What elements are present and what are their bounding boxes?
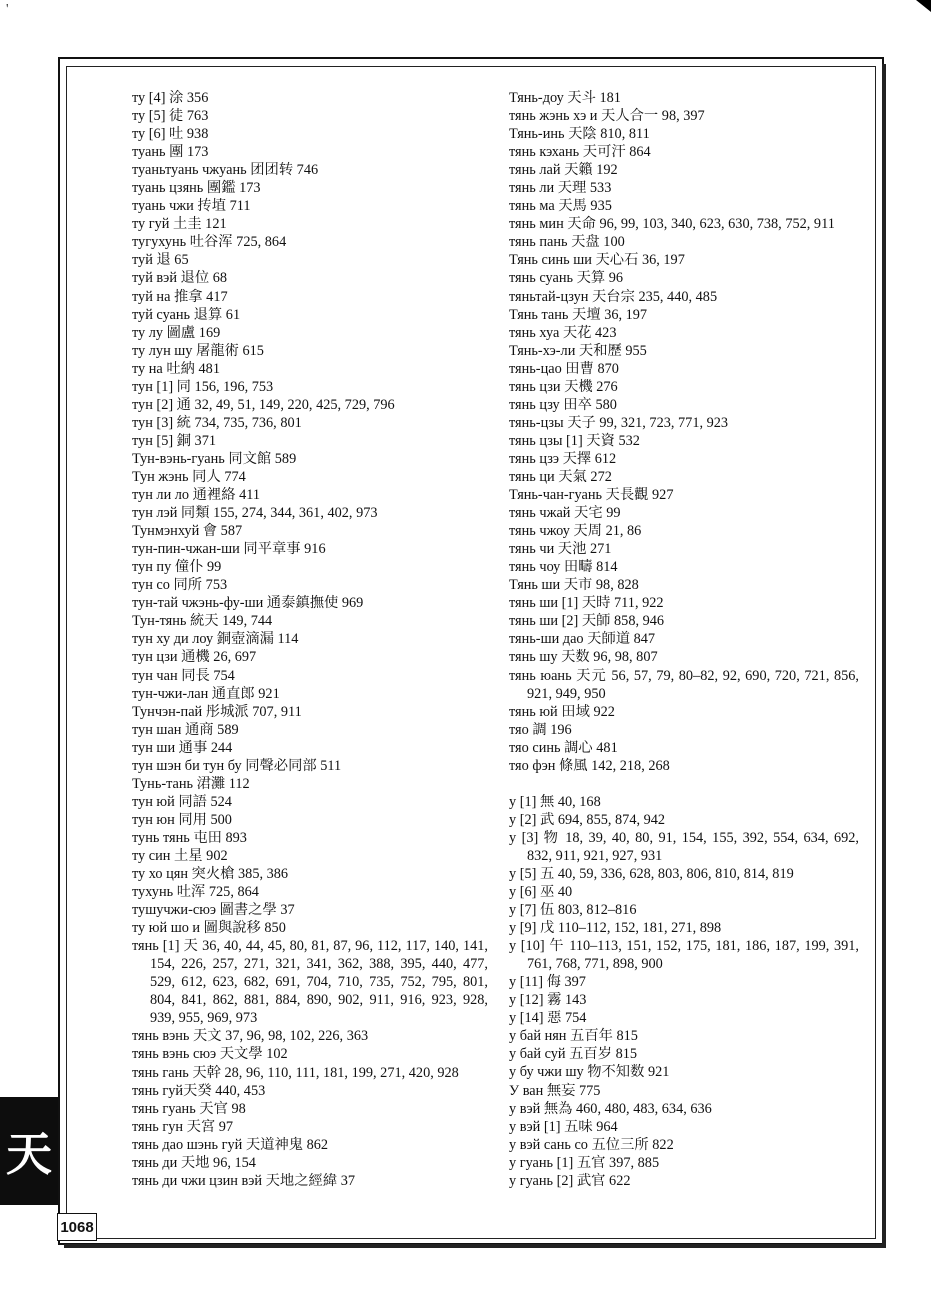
index-entry: у бу чжи шу 物不知数 921 — [509, 1064, 670, 1081]
index-entry: Тянь-чан-гуань 天長觀 927 — [509, 487, 674, 504]
index-entry: тун-тай чжэнь-фу-ши 通泰鎮撫使 969 — [132, 595, 364, 612]
index-column-left — [132, 89, 488, 1190]
index-entry: тянь дао шэнь гуй 天道神鬼 862 — [132, 1136, 329, 1153]
index-entry: Тунь-тань 涒灘 112 — [132, 775, 250, 792]
index-entry: тянь ци 天氣 272 — [509, 468, 612, 485]
index-entry: тяо синь 調心 481 — [509, 739, 618, 756]
index-entry: у бай нян 五百年 815 — [509, 1028, 638, 1045]
index-entry: тянь цзи 天機 276 — [509, 378, 618, 395]
index-spacer — [509, 775, 859, 793]
index-entry: тянь ма 天馬 935 — [509, 198, 612, 215]
index-entry: тун шан 通商 589 — [132, 721, 239, 738]
index-entry: тун ши 通事 244 — [132, 739, 233, 756]
index-entry: туй на 推拿 417 — [132, 288, 228, 305]
index-entry: тун [1] 同 156, 196, 753 — [132, 378, 274, 395]
index-entry: Тянь-хэ-ли 天和歷 955 — [509, 342, 647, 359]
index-entry: у гуань [2] 武官 622 — [509, 1172, 631, 1189]
index-entry: тяньтай-цзун 天台宗 235, 440, 485 — [509, 288, 718, 305]
index-entry: у [1] 無 40, 168 — [509, 793, 601, 810]
index-entry: тухунь 吐浑 725, 864 — [132, 884, 259, 901]
index-entry: туй 退 65 — [132, 252, 189, 269]
index-entry: тун юн 同用 500 — [132, 811, 232, 828]
index-entry: туань цзянь 團鑑 173 — [132, 180, 261, 197]
index-entry: у бай суй 五百岁 815 — [509, 1046, 638, 1063]
index-entry: ту син 土星 902 — [132, 847, 228, 864]
index-entry: тянь чоу 田疇 814 — [509, 559, 618, 576]
index-entry: у [7] 伍 803, 812–816 — [509, 902, 637, 919]
index-entry: тянь ли 天理 533 — [509, 180, 612, 197]
index-entry: у гуань [1] 五官 397, 885 — [509, 1154, 660, 1171]
index-entry: тянь кэхань 天可汗 864 — [509, 144, 651, 161]
index-entry: тянь гань 天幹 28, 96, 110, 111, 181, 199, 271, 420, 928 — [132, 1064, 459, 1081]
index-entry: Тунмэнхуй 會 587 — [132, 523, 243, 540]
index-entry: тун юй 同語 524 — [132, 793, 232, 810]
index-entry: Тун-вэнь-гуань 同文館 589 — [132, 450, 297, 467]
index-entry: тянь чжай 天宅 99 — [509, 505, 621, 522]
index-entry: ту на 吐納 481 — [132, 360, 220, 377]
page-number: 1068 — [57, 1213, 97, 1241]
index-entry: тун шэн би тун бу 同聲必同部 511 — [132, 757, 342, 774]
index-entry: ту лун шу 屠龍術 615 — [132, 342, 264, 359]
index-entry: тянь ди чжи цзин вэй 天地之經緯 37 — [132, 1172, 355, 1189]
corner-mark — [916, 0, 931, 12]
index-entry: у [5] 五 40, 59, 336, 628, 803, 806, 810, 814, 819 — [509, 865, 794, 882]
index-entry: тянь гун 天宮 97 — [132, 1118, 234, 1135]
index-entry: тянь-цзы 天子 99, 321, 723, 771, 923 — [509, 414, 729, 431]
section-tab-character: 天 — [6, 1129, 52, 1180]
index-entry: тянь мин 天命 96, 99, 103, 340, 623, 630, 738, 752, 911 — [509, 216, 835, 233]
index-entry: тянь ши [2] 天師 858, 946 — [509, 613, 665, 630]
top-left-mark: ' — [6, 2, 9, 17]
index-entry: тянь гуй天癸 440, 453 — [132, 1082, 266, 1099]
index-entry: тянь цзы [1] 天資 532 — [509, 432, 640, 449]
index-entry: ту [5] 徒 763 — [132, 108, 209, 125]
index-entry: у [12] 霧 143 — [509, 992, 587, 1009]
index-column-right — [509, 89, 859, 1190]
index-entry: у [6] 巫 40 — [509, 884, 573, 901]
index-entry: тянь вэнь сюэ 天文學 102 — [132, 1046, 288, 1063]
frame-shadow-right — [882, 64, 886, 1248]
section-tab — [0, 1097, 58, 1205]
index-entry: Тянь тань 天壇 36, 197 — [509, 306, 648, 323]
index-entry: тянь пань 天盘 100 — [509, 234, 625, 251]
index-entry: тянь цзу 田卒 580 — [509, 396, 617, 413]
index-entry: тянь жэнь хэ и 天人合一 98, 397 — [509, 108, 705, 125]
index-entry: у [14] 惡 754 — [509, 1010, 587, 1027]
index-entry: тун со 同所 753 — [132, 577, 228, 594]
index-entry: тун ху ди лоу 銅壺滴漏 114 — [132, 631, 299, 648]
index-entry: у вэй [1] 五味 964 — [509, 1118, 618, 1135]
index-entry: тугухунь 吐谷浑 725, 864 — [132, 234, 287, 251]
index-entry: у вэй 無為 460, 480, 483, 634, 636 — [509, 1100, 712, 1117]
index-entry: тянь хуа 天花 423 — [509, 324, 617, 341]
index-entry: ту хо цян 突火槍 385, 386 — [132, 866, 289, 883]
index-entry: Тянь-доу 天斗 181 — [509, 90, 621, 106]
index-entry: Тянь синь ши 天心石 36, 197 — [509, 252, 685, 269]
index-entry: тянь чжоу 天周 21, 86 — [509, 523, 642, 540]
index-entry: тянь шу 天数 96, 98, 807 — [509, 649, 658, 666]
index-entry: тянь вэнь 天文 37, 96, 98, 102, 226, 363 — [132, 1028, 369, 1045]
index-entry: тянь [1] 天 36, 40, 44, 45, 80, 81, 87, 96, 112, 117, 140, 141, 154, 226, 257, 271, 321, 341, 362, 388, 395, 440, 477, 529, 612, 623, 682, 691, 704, 710, 735, 752, 795, 801, 804, 841, 862, 881, 884, 890, 902, 911, 916, 923, 928, 939, 955, 969, 973 — [132, 938, 488, 1027]
index-entry: ту лу 圖盧 169 — [132, 324, 221, 341]
index-entry: Тун-тянь 統天 149, 744 — [132, 613, 273, 630]
index-entry: у [10] 午 110–113, 151, 152, 175, 181, 186, 187, 199, 391, 761, 768, 771, 898, 900 — [509, 938, 859, 973]
frame-shadow-bottom — [64, 1244, 886, 1248]
index-entry: тунь тянь 屯田 893 — [132, 829, 247, 846]
index-entry: ту [4] 涂 356 — [132, 90, 209, 106]
index-entry: Тянь-инь 天陰 810, 811 — [509, 126, 650, 143]
index-entry: тянь лай 天籟 192 — [509, 162, 618, 179]
index-entry: Тун жэнь 同人 774 — [132, 468, 246, 485]
index-entry: туань чжи 抟埴 711 — [132, 198, 251, 215]
index-entry: тушучжи-сюэ 圖書之學 37 — [132, 902, 295, 919]
index-entry: тун цзи 通機 26, 697 — [132, 649, 257, 666]
index-entry: тун-чжи-лан 通直郎 921 — [132, 685, 280, 702]
index-entry: тун ли ло 通裡絡 411 — [132, 487, 261, 504]
index-entry: у [3] 物 18, 39, 40, 80, 91, 154, 155, 392, 554, 634, 692, 832, 911, 921, 927, 931 — [509, 829, 859, 864]
index-entry: туй суань 退算 61 — [132, 306, 241, 323]
index-entry: туй вэй 退位 68 — [132, 270, 228, 287]
index-entry: тяо фэн 條風 142, 218, 268 — [509, 757, 670, 774]
index-entry: у [11] 侮 397 — [509, 974, 586, 991]
index-entry: тянь ди 天地 96, 154 — [132, 1154, 256, 1171]
index-entry: туань 團 173 — [132, 144, 209, 161]
index-entry: тянь-ши дао 天師道 847 — [509, 631, 656, 648]
index-entry: Тунчэн-пай 彤城派 707, 911 — [132, 703, 302, 720]
index-entry: тянь гуань 天官 98 — [132, 1100, 246, 1117]
index-entry: тянь цзэ 天擇 612 — [509, 450, 617, 467]
index-entry: тун [3] 統 734, 735, 736, 801 — [132, 414, 302, 431]
index-entry: тянь юань 天元 56, 57, 79, 80–82, 92, 690, 720, 721, 856, 921, 949, 950 — [509, 667, 859, 702]
index-entry: Тянь ши 天市 98, 828 — [509, 577, 639, 594]
index-entry: ту юй шо и 圖與說移 850 — [132, 920, 286, 937]
index-entry: тун [2] 通 32, 49, 51, 149, 220, 425, 729, 796 — [132, 396, 395, 413]
index-entry: тянь суань 天算 96 — [509, 270, 624, 287]
index-entry: у [9] 戊 110–112, 152, 181, 271, 898 — [509, 920, 722, 937]
index-entry: тянь чи 天池 271 — [509, 541, 612, 558]
index-entry: тун пу 僮仆 99 — [132, 559, 222, 576]
index-entry: тун-пин-чжан-ши 同平章事 916 — [132, 541, 326, 558]
index-entry: у [2] 武 694, 855, 874, 942 — [509, 811, 666, 828]
index-entry: тун чан 同長 754 — [132, 667, 235, 684]
index-entry: туаньтуань чжуань 团团转 746 — [132, 162, 319, 179]
index-entry: тянь юй 田域 922 — [509, 703, 615, 720]
index-entry: тун лэй 同類 155, 274, 344, 361, 402, 973 — [132, 505, 378, 522]
index-entry: ту [6] 吐 938 — [132, 126, 209, 143]
index-entry: У ван 無妄 775 — [509, 1082, 601, 1099]
index-entry: тун [5] 銅 371 — [132, 432, 216, 449]
index-entry: тянь ши [1] 天時 711, 922 — [509, 595, 664, 612]
index-entry: у вэй сань со 五位三所 822 — [509, 1136, 674, 1153]
index-entry: ту гуй 土圭 121 — [132, 216, 227, 233]
index-entry: тяо 調 196 — [509, 721, 572, 738]
index-entry: тянь-цао 田曹 870 — [509, 360, 619, 377]
